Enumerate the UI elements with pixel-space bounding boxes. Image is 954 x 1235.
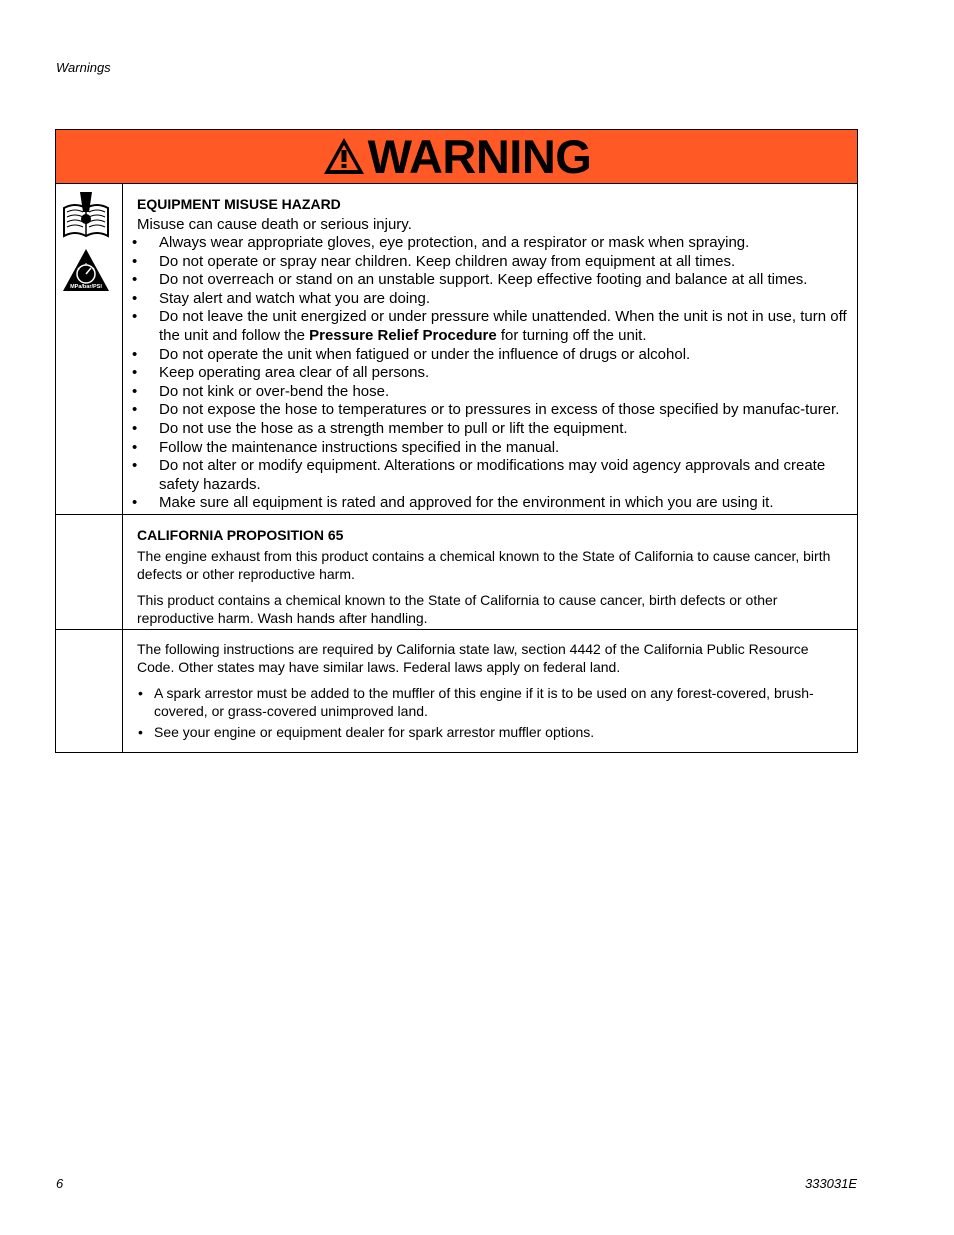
page-number: 6 — [56, 1176, 64, 1191]
icon-column — [56, 184, 123, 514]
prop65-paragraph: This product contains a chemical known to the State of California to cause cancer, birth defects or other reproductive harm. Wash hands after handling. — [137, 591, 778, 626]
equipment-misuse-text — [123, 184, 857, 514]
pressure-relief-text-before: Do not leave the unit energized or under pressure while unattended. When the unit is not in use, turn off the unit and follow the — [159, 308, 847, 344]
read-manual-icon — [61, 190, 111, 240]
spark-arrestor-list — [137, 684, 847, 741]
list-item: • Do not kink or over-bend the hose. — [137, 383, 847, 402]
spark-arrestor-intro: The following instructions are required by California state law, section 4442 of the California Public Resource Code. Other states may have similar laws. Federal laws apply on federal land. — [137, 640, 809, 675]
prop65-section — [56, 515, 857, 630]
list-item: • Do not overreach or stand on an unstable support. Keep effective footing and balance at all times. — [137, 271, 847, 290]
spark-arrestor-text — [123, 630, 857, 752]
pressure-gauge-hazard-icon — [62, 248, 110, 292]
spark-arrestor-section — [56, 630, 857, 752]
warning-box — [55, 129, 858, 753]
list-item: • Do not expose the hose to temperatures or to pressures in excess of those specified by manufac-turer. — [137, 401, 847, 420]
warning-triangle-icon — [322, 136, 366, 176]
warning-title: WARNING — [367, 130, 592, 183]
equipment-misuse-section — [56, 184, 857, 515]
document-number: 333031E — [804, 1176, 857, 1191]
list-item: • Do not operate the unit when fatigued or under the influence of drugs or alcohol. — [137, 346, 847, 365]
section-label: Warnings — [56, 60, 111, 75]
icon-column — [56, 515, 123, 629]
list-item-pressure-relief — [137, 308, 847, 345]
list-item: • Always wear appropriate gloves, eye protection, and a respirator or mask when spraying. — [137, 234, 847, 253]
list-item: • Follow the maintenance instructions specified in the manual. — [137, 439, 847, 458]
list-item: • Make sure all equipment is rated and approved for the environment in which you are using it. — [137, 494, 847, 513]
prop65-title: CALIFORNIA PROPOSITION 65 — [137, 526, 344, 543]
list-item: • Do not use the hose as a strength member to pull or lift the equipment. — [137, 420, 847, 439]
equipment-misuse-intro: Misuse can cause death or serious injury. — [137, 216, 412, 233]
list-item: • Stay alert and watch what you are doing. — [137, 290, 847, 309]
equipment-misuse-list — [137, 234, 847, 513]
list-item: • A spark arrestor must be added to the muffler of this engine if it is to be used on any forest-covered, brush-covered, or grass-covered unimproved land. — [137, 684, 847, 720]
prop65-text — [123, 515, 857, 629]
list-item: • Do not operate or spray near children. Keep children away from equipment at all times. — [137, 253, 847, 272]
pressure-units-label: MPa/bar/PSI — [70, 284, 102, 290]
prop65-paragraph: The engine exhaust from this product contains a chemical known to the State of California to cause cancer, birth defects or other reproductive harm. — [137, 547, 831, 582]
warning-banner — [56, 130, 857, 184]
list-item: • Keep operating area clear of all persons. — [137, 364, 847, 383]
pressure-relief-procedure-link: Pressure Relief Procedure — [309, 326, 497, 344]
list-item: • Do not alter or modify equipment. Alterations or modifications may void agency approvals and create safety hazards. — [137, 457, 847, 494]
icon-column — [56, 630, 123, 752]
equipment-misuse-title: EQUIPMENT MISUSE HAZARD — [137, 196, 341, 212]
pressure-relief-text-after: for turning off the unit. — [496, 326, 647, 344]
list-item: • See your engine or equipment dealer for spark arrestor muffler options. — [137, 723, 847, 741]
